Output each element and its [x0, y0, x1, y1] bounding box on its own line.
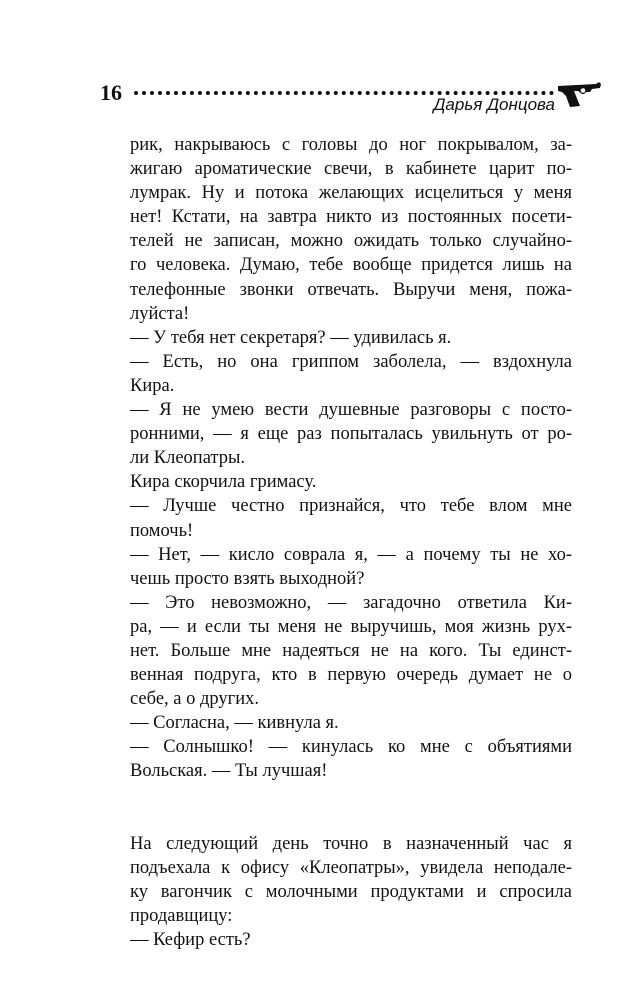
text-line: продавщицу: — [130, 905, 233, 926]
text-line: Кира. — [130, 375, 175, 396]
section-break — [130, 784, 572, 832]
text-line: — Есть, но она гриппом заболела, — вздохнула — [130, 351, 572, 372]
text-line: нет! Кстати, на завтра никто из постоянных посети- — [130, 207, 572, 228]
running-header — [100, 80, 600, 120]
text-line: чешь просто взять выходной? — [130, 568, 365, 589]
text-line: — Это невозможно, — загадочно ответила Ки- — [130, 592, 572, 613]
text-line: венная подруга, кто в первую очередь думает не о — [130, 665, 572, 686]
text-line: луйста! — [130, 303, 190, 324]
text-line: себе, а о других. — [130, 689, 260, 710]
text-line: телей не записан, можно ожидать только случайно- — [130, 231, 572, 252]
revolver-icon — [556, 80, 602, 108]
text-line: — Я не умею вести душевные разговоры с посто- — [130, 400, 572, 421]
text-line: подъехала к офису «Клеопатры», увидела неподале- — [130, 857, 572, 878]
text-line: На следующий день точно в назначенный час я — [130, 833, 572, 854]
text-line: — Согласна, — кивнула я. — [130, 713, 339, 734]
body-text — [130, 133, 572, 952]
text-line: го человека. Думаю, тебе вообще придется лишь на — [130, 255, 572, 276]
text-line: — Лучше честно признайся, что тебе влом мне — [130, 496, 572, 517]
text-line: ли Клеопатры. — [130, 448, 246, 469]
text-line: нет. Больше мне надеяться не на кого. Ты единст- — [130, 640, 572, 661]
text-line: — Кефир есть? — [130, 929, 251, 950]
text-line: помочь! — [130, 520, 194, 541]
text-line: лумрак. Ну и потока желающих исцелиться у меня — [130, 183, 572, 204]
text-line: телефонные звонки отвечать. Выручи меня, пожа- — [130, 279, 572, 300]
text-line: ронними, — я еще раз попыталась увильнуть от ро- — [130, 424, 572, 445]
page-number: 16 — [100, 80, 122, 105]
text-line: рик, накрываюсь с головы до ног покрывалом, за- — [130, 135, 572, 155]
text-line: жигаю ароматические свечи, в кабинете царит по- — [130, 159, 572, 180]
text-line: — Нет, — кисло соврала я, — а почему ты не хо- — [130, 544, 572, 565]
text-line: ра, — и если ты меня не выручишь, моя жизнь рух- — [130, 616, 572, 637]
text-line: ку вагончик с молочными продуктами и спросила — [130, 881, 572, 902]
text-line: — Солнышко! — кинулась ко мне с объятиями — [130, 737, 572, 758]
text-line: Вольская. — Ты лучшая! — [130, 761, 328, 782]
author-name: Дарья Донцова — [433, 95, 555, 114]
text-line: — У тебя нет секретаря? — удивилась я. — [130, 327, 452, 348]
text-line: Кира скорчила гримасу. — [130, 472, 317, 493]
